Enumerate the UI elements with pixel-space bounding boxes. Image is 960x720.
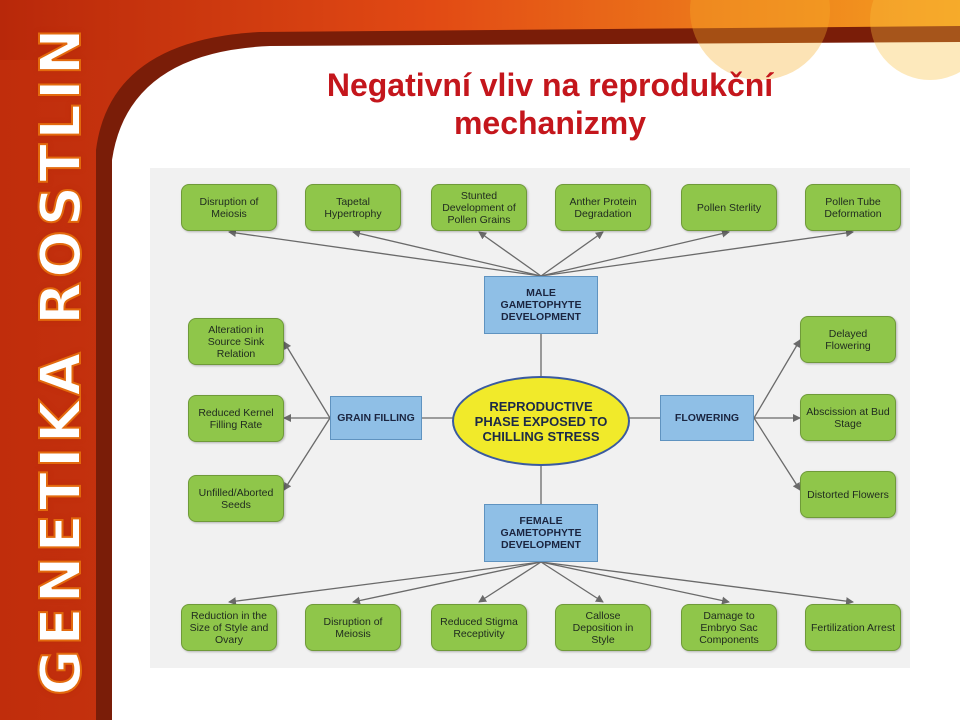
- female-effect-1: Reduction in the Size of Style and Ovary: [181, 604, 277, 651]
- arrow-flowering-3: [754, 418, 800, 490]
- flowering-effect-1: Delayed Flowering: [800, 316, 896, 363]
- male-effect-5: Pollen Sterlity: [681, 184, 777, 231]
- female-effect-2: Disruption of Meiosis: [305, 604, 401, 651]
- slide-title-line-1: Negativní vliv na reprodukční: [326, 67, 774, 103]
- flowering-node: FLOWERING: [660, 395, 754, 441]
- slide-title-line-2: mechanizmy: [453, 105, 647, 141]
- flowering-effect-3: Distorted Flowers: [800, 471, 896, 518]
- arrow-male-6: [541, 232, 853, 276]
- grain-effect-2: Reduced Kernel Filling Rate: [188, 395, 284, 442]
- arrow-female-1: [229, 562, 541, 602]
- arrow-female-6: [541, 562, 853, 602]
- female-effect-6: Fertilization Arrest: [805, 604, 901, 651]
- arrow-grain-3: [284, 418, 330, 490]
- male-effect-1: Disruption of Meiosis: [181, 184, 277, 231]
- vertical-banner-title: GENETIKA ROSTLIN: [29, 24, 94, 696]
- female-effect-5: Damage to Embryo Sac Components: [681, 604, 777, 651]
- grain-filling-node: GRAIN FILLING: [330, 396, 422, 440]
- female-effect-4: Callose Deposition in Style: [555, 604, 651, 651]
- slide-title: [290, 66, 810, 142]
- central-stress-node: REPRODUCTIVE PHASE EXPOSED TO CHILLING STRESS: [452, 376, 630, 466]
- male-effect-4: Anther Protein Degradation: [555, 184, 651, 231]
- grain-effect-3: Unfilled/Aborted Seeds: [188, 475, 284, 522]
- grain-effect-1: Alteration in Source Sink Relation: [188, 318, 284, 365]
- male-effect-3: Stunted Development of Pollen Grains: [431, 184, 527, 231]
- arrow-male-1: [229, 232, 541, 276]
- flowering-effect-2: Abscission at Bud Stage: [800, 394, 896, 441]
- chilling-stress-diagram: [150, 168, 910, 668]
- female-gametophyte-node: FEMALE GAMETOPHYTE DEVELOPMENT: [484, 504, 598, 562]
- arrow-grain-1: [284, 342, 330, 418]
- male-effect-6: Pollen Tube Deformation: [805, 184, 901, 231]
- female-effect-3: Reduced Stigma Receptivity: [431, 604, 527, 651]
- arrow-flowering-1: [754, 340, 800, 418]
- male-gametophyte-node: MALE GAMETOPHYTE DEVELOPMENT: [484, 276, 598, 334]
- male-effect-2: Tapetal Hypertrophy: [305, 184, 401, 231]
